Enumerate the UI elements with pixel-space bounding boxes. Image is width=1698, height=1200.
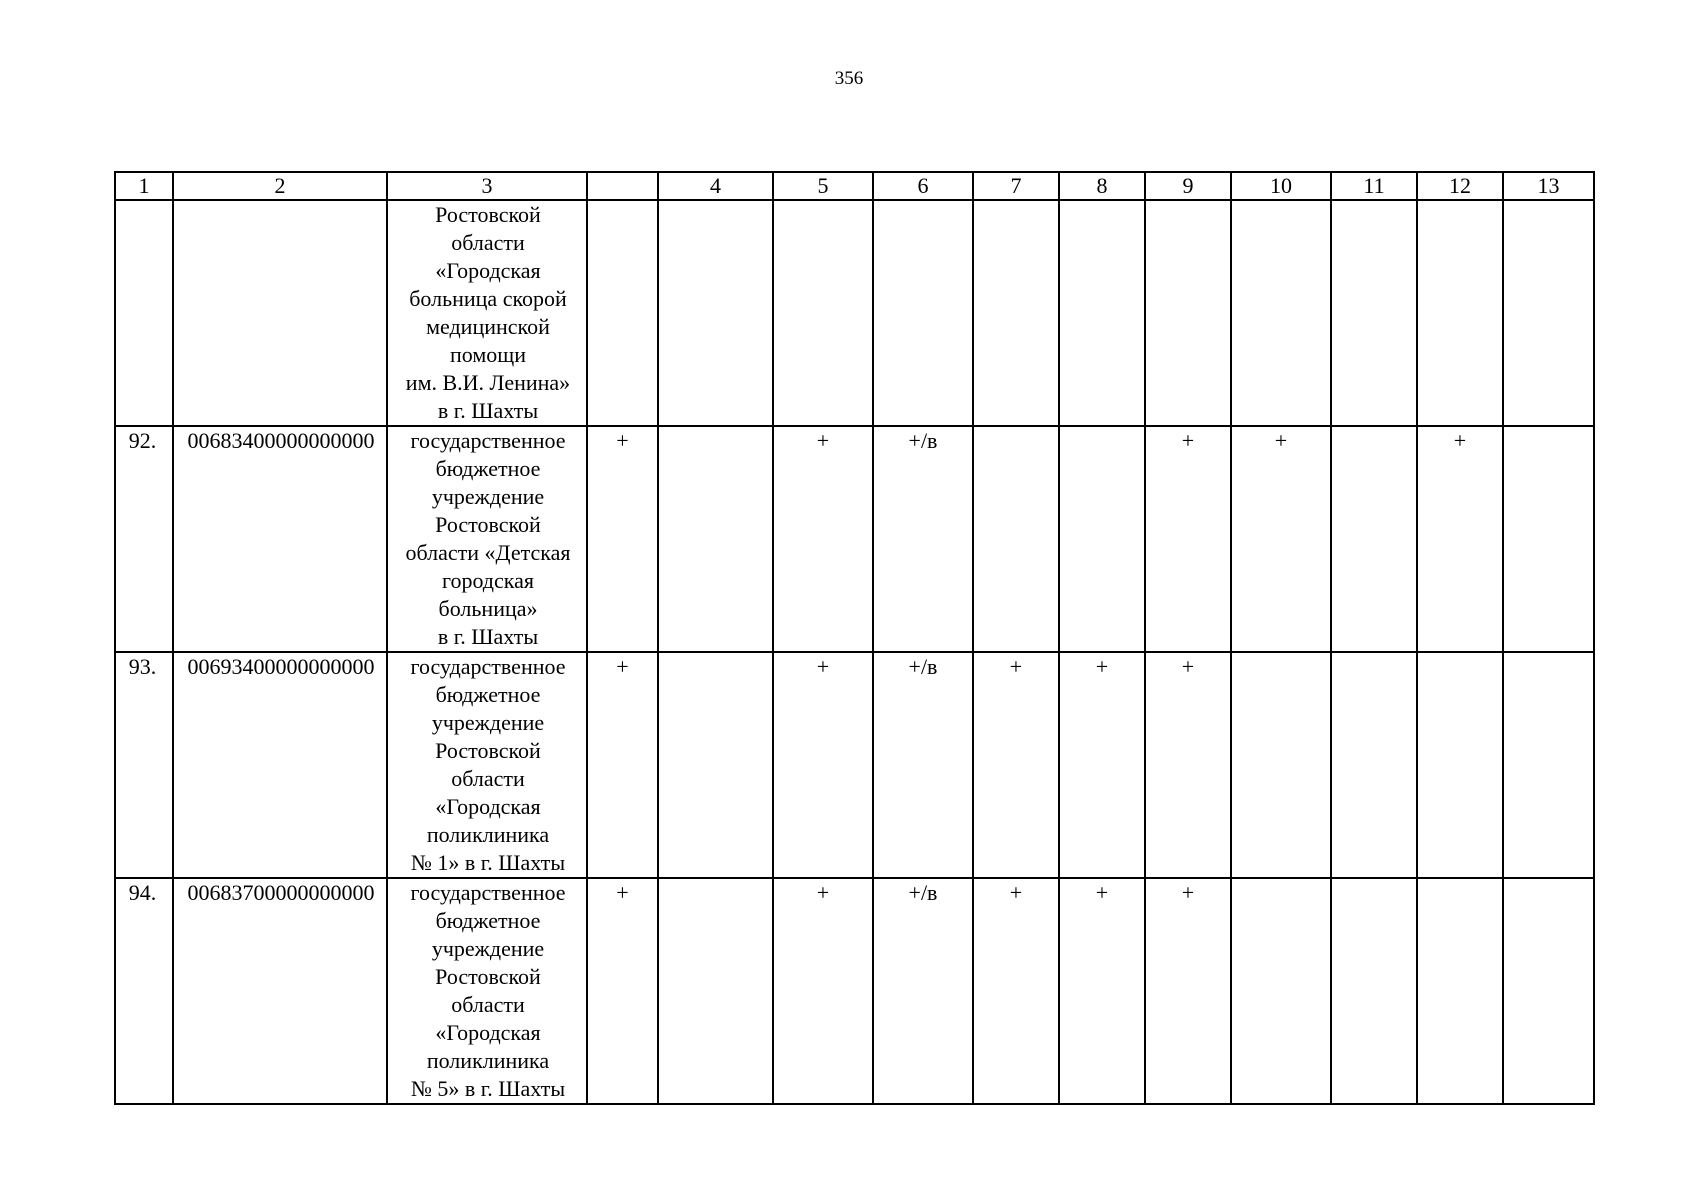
name-line: Ростовской [435, 202, 541, 227]
mark-cell [1503, 200, 1594, 426]
mark-cell [1503, 426, 1594, 652]
name-line: городская [441, 568, 535, 593]
name-line: Ростовской [435, 738, 541, 763]
institution-name [387, 652, 587, 878]
registry-table [114, 171, 1595, 1105]
institution-code: 00683400000000000 [173, 426, 387, 652]
column-header: 12 [1417, 172, 1503, 200]
column-header: 10 [1231, 172, 1331, 200]
mark-cell [1417, 652, 1503, 878]
name-line: государственное [410, 428, 566, 453]
column-header: 1 [115, 172, 173, 200]
mark-cell [1503, 652, 1594, 878]
mark-cell: + [1059, 878, 1145, 1104]
name-line: «Городская [435, 1020, 541, 1045]
name-line: области [451, 992, 525, 1017]
mark-cell [658, 200, 773, 426]
name-line: государственное [410, 654, 566, 679]
mark-cell: + [1231, 426, 1331, 652]
name-line: области «Детская [405, 540, 571, 565]
name-line: бюджетное [435, 908, 541, 933]
name-line: бюджетное [435, 456, 541, 481]
name-line: больница скорой [409, 286, 567, 311]
mark-cell [1059, 426, 1145, 652]
mark-cell [1417, 200, 1503, 426]
mark-cell: + [1145, 426, 1231, 652]
mark-cell: +/в [873, 878, 973, 1104]
mark-cell [1331, 652, 1417, 878]
institution-code: 00683700000000000 [173, 878, 387, 1104]
name-line: области [451, 230, 525, 255]
name-line: в г. Шахты [437, 624, 539, 649]
name-line: помощи [450, 342, 526, 367]
name-line: № 5» в г. Шахты [410, 1076, 566, 1101]
mark-cell [587, 200, 658, 426]
mark-cell [1231, 652, 1331, 878]
name-line: учреждение [431, 484, 545, 509]
column-header: 11 [1331, 172, 1417, 200]
institution-name [387, 878, 587, 1104]
mark-cell: + [587, 652, 658, 878]
column-header: 13 [1503, 172, 1594, 200]
table-row [115, 652, 1594, 878]
mark-cell: + [1145, 652, 1231, 878]
mark-cell: + [1059, 652, 1145, 878]
institution-code [173, 200, 387, 426]
mark-cell [873, 200, 973, 426]
name-line: в г. Шахты [437, 398, 539, 423]
column-header: 8 [1059, 172, 1145, 200]
column-header: 9 [1145, 172, 1231, 200]
mark-cell: + [587, 426, 658, 652]
name-line: Ростовской [435, 964, 541, 989]
name-line: области [451, 766, 525, 791]
mark-cell: + [587, 878, 658, 1104]
column-header: 7 [973, 172, 1059, 200]
name-line: учреждение [431, 710, 545, 735]
institution-name [387, 200, 587, 426]
mark-cell: + [973, 652, 1059, 878]
mark-cell [973, 426, 1059, 652]
column-header: 3 [387, 172, 587, 200]
mark-cell [658, 652, 773, 878]
mark-cell [1331, 426, 1417, 652]
mark-cell: + [1145, 878, 1231, 1104]
mark-cell [773, 200, 873, 426]
row-number: 92. [115, 426, 173, 652]
name-line: поликлиника [426, 1048, 550, 1073]
institution-name [387, 426, 587, 652]
table-row [115, 426, 1594, 652]
mark-cell [1231, 200, 1331, 426]
mark-cell: + [773, 426, 873, 652]
name-line: поликлиника [426, 822, 550, 847]
page-number: 356 [834, 68, 864, 89]
row-number [115, 200, 173, 426]
mark-cell [658, 878, 773, 1104]
mark-cell: +/в [873, 652, 973, 878]
mark-cell [1145, 200, 1231, 426]
name-line: больница» [438, 596, 538, 621]
name-line: «Городская [435, 794, 541, 819]
table-header-row [115, 172, 1594, 200]
mark-cell [1059, 200, 1145, 426]
name-line: медицинской [426, 314, 550, 339]
mark-cell [658, 426, 773, 652]
column-header: 5 [773, 172, 873, 200]
column-header [587, 172, 658, 200]
column-header: 4 [658, 172, 773, 200]
mark-cell: + [773, 652, 873, 878]
mark-cell: +/в [873, 426, 973, 652]
mark-cell [1331, 200, 1417, 426]
mark-cell: + [773, 878, 873, 1104]
mark-cell [973, 200, 1059, 426]
row-number: 93. [115, 652, 173, 878]
column-header: 2 [173, 172, 387, 200]
name-line: Ростовской [435, 512, 541, 537]
mark-cell [1231, 878, 1331, 1104]
name-line: № 1» в г. Шахты [410, 850, 566, 875]
name-line: учреждение [431, 936, 545, 961]
mark-cell: + [1417, 426, 1503, 652]
table-row [115, 200, 1594, 426]
name-line: «Городская [435, 258, 541, 283]
mark-cell [1417, 878, 1503, 1104]
mark-cell [1331, 878, 1417, 1104]
name-line: им. В.И. Ленина» [405, 370, 571, 395]
row-number: 94. [115, 878, 173, 1104]
table-row [115, 878, 1594, 1104]
mark-cell: + [973, 878, 1059, 1104]
name-line: государственное [410, 880, 566, 905]
mark-cell [1503, 878, 1594, 1104]
column-header: 6 [873, 172, 973, 200]
institution-code: 00693400000000000 [173, 652, 387, 878]
name-line: бюджетное [435, 682, 541, 707]
